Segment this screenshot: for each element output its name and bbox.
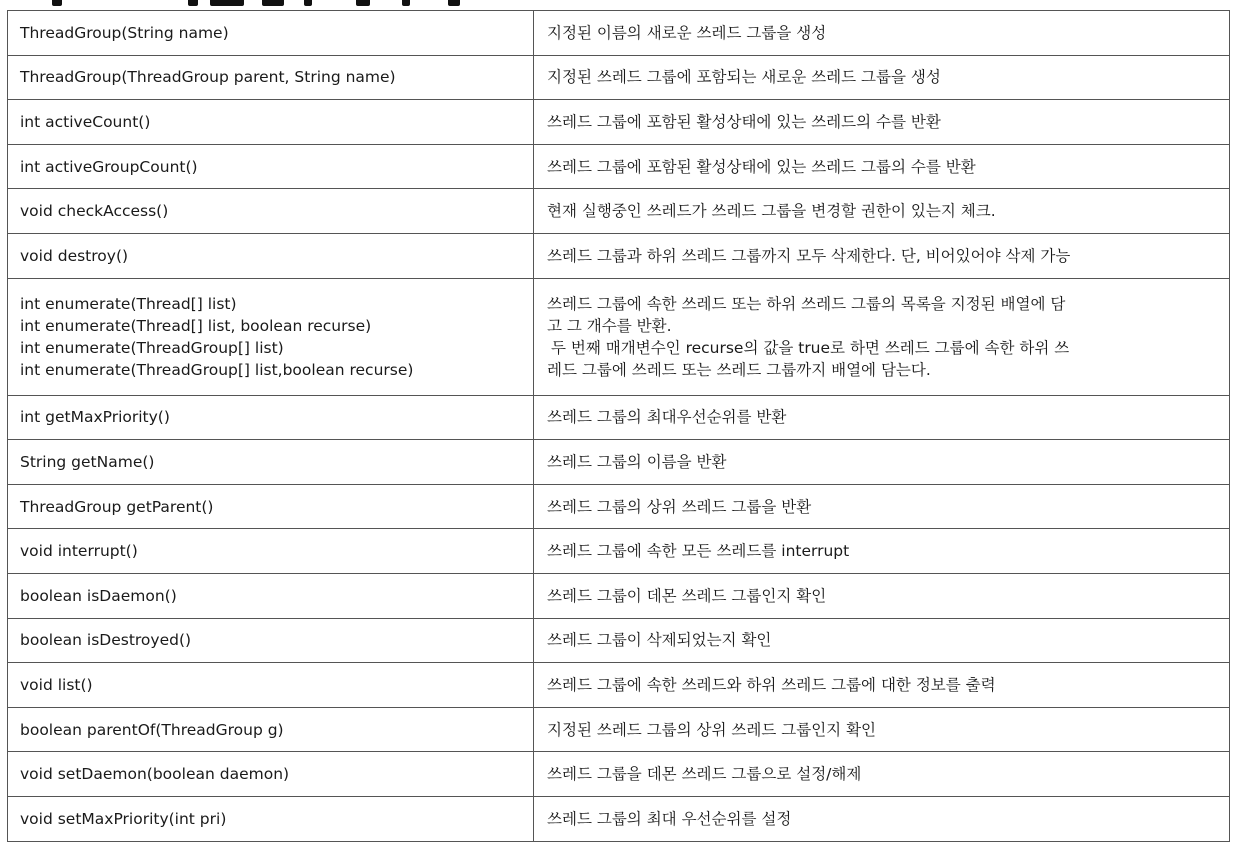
method-cell: void checkAccess(): [8, 189, 534, 234]
method-cell: boolean isDestroyed(): [8, 618, 534, 663]
table-row: [8, 100, 1230, 145]
method-line: int enumerate(ThreadGroup[] list,boolean recurse): [20, 360, 414, 379]
description-cell: 쓰레드 그룹에 속한 쓰레드와 하위 쓰레드 그룹에 대한 정보를 출력: [534, 663, 1230, 708]
table-row: [8, 529, 1230, 574]
description-cell: 쓰레드 그룹의 최대 우선순위를 설정: [534, 796, 1230, 841]
method-cell: ThreadGroup getParent(): [8, 484, 534, 529]
description-cell: 쓰레드 그룹의 상위 쓰레드 그룹을 반환: [534, 484, 1230, 529]
method-cell: void destroy(): [8, 233, 534, 278]
description-line: 레드 그룹에 쓰레드 또는 쓰레드 그룹까지 배열에 담는다.: [547, 360, 931, 379]
table-row: [8, 573, 1230, 618]
description-line: 쓰레드 그룹에 속한 쓰레드 또는 하위 쓰레드 그룹의 목록을 지정된 배열에 담: [547, 294, 1066, 313]
table-row: [8, 55, 1230, 100]
method-cell: String getName(): [8, 440, 534, 485]
description-cell: 쓰레드 그룹과 하위 쓰레드 그룹까지 모두 삭제한다. 단, 비어있어야 삭제 가능: [534, 233, 1230, 278]
description-line: 두 번째 매개변수인 recurse의 값을 true로 하면 쓰레드 그룹에 속한 하위 쓰: [551, 338, 1070, 357]
method-cell: void setDaemon(boolean daemon): [8, 752, 534, 797]
table-row-enumerate: [8, 278, 1230, 395]
description-cell: 쓰레드 그룹이 데몬 쓰레드 그룹인지 확인: [534, 573, 1230, 618]
description-cell: 지정된 쓰레드 그룹에 포함되는 새로운 쓰레드 그룹을 생성: [534, 55, 1230, 100]
method-cell: ThreadGroup(ThreadGroup parent, String name): [8, 55, 534, 100]
table-row: [8, 752, 1230, 797]
method-line: int enumerate(Thread[] list): [20, 294, 237, 313]
description-cell: 쓰레드 그룹을 데몬 쓰레드 그룹으로 설정/해제: [534, 752, 1230, 797]
description-cell: 쓰레드 그룹에 포함된 활성상태에 있는 쓰레드 그룹의 수를 반환: [534, 144, 1230, 189]
table-row: [8, 395, 1230, 440]
method-line: int enumerate(Thread[] list, boolean recurse): [20, 316, 372, 335]
description-cell: 쓰레드 그룹에 속한 모든 쓰레드를 interrupt: [534, 529, 1230, 574]
table-row: [8, 796, 1230, 841]
description-cell: 쓰레드 그룹의 이름을 반환: [534, 440, 1230, 485]
threadgroup-method-table: [7, 10, 1230, 842]
table-row: [8, 11, 1230, 56]
method-line: int enumerate(ThreadGroup[] list): [20, 338, 284, 357]
table-row: [8, 618, 1230, 663]
description-cell: 쓰레드 그룹이 삭제되었는지 확인: [534, 618, 1230, 663]
method-cell: ThreadGroup(String name): [8, 11, 534, 56]
table-row: [8, 484, 1230, 529]
description-cell: 현재 실행중인 쓰레드가 쓰레드 그룹을 변경할 권한이 있는지 체크.: [534, 189, 1230, 234]
description-cell: 지정된 쓰레드 그룹의 상위 쓰레드 그룹인지 확인: [534, 707, 1230, 752]
method-cell: void list(): [8, 663, 534, 708]
method-cell-multiline: [8, 278, 534, 395]
table-row: [8, 707, 1230, 752]
method-cell: int getMaxPriority(): [8, 395, 534, 440]
table-row: [8, 189, 1230, 234]
description-line: 고 그 개수를 반환.: [547, 316, 672, 335]
table-row: [8, 663, 1230, 708]
method-cell: int activeCount(): [8, 100, 534, 145]
description-cell: 쓰레드 그룹의 최대우선순위를 반환: [534, 395, 1230, 440]
method-cell: boolean parentOf(ThreadGroup g): [8, 707, 534, 752]
description-cell: 지정된 이름의 새로운 쓰레드 그룹을 생성: [534, 11, 1230, 56]
clipped-heading-fragment: [0, 0, 1234, 8]
method-cell: boolean isDaemon(): [8, 573, 534, 618]
table-row: [8, 440, 1230, 485]
description-cell-multiline: [534, 278, 1230, 395]
method-cell: void setMaxPriority(int pri): [8, 796, 534, 841]
method-cell: int activeGroupCount(): [8, 144, 534, 189]
method-cell: void interrupt(): [8, 529, 534, 574]
table-row: [8, 233, 1230, 278]
description-cell: 쓰레드 그룹에 포함된 활성상태에 있는 쓰레드의 수를 반환: [534, 100, 1230, 145]
table-row: [8, 144, 1230, 189]
